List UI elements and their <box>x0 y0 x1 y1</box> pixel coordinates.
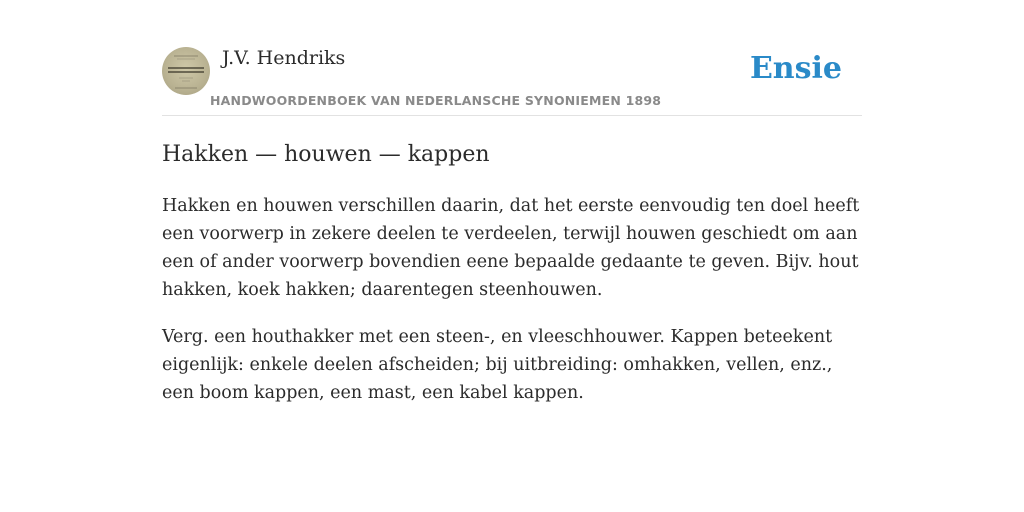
entry-card <box>162 0 862 512</box>
source-title[interactable]: HANDWOORDENBOEK VAN NEDERLANSCHE SYNONIEMEN 1898 <box>210 93 662 108</box>
entry-header <box>162 0 862 116</box>
site-logo[interactable]: Ensie <box>749 51 842 86</box>
entry-paragraph: Verg. een houthakker met een steen-, en vleeschhouwer. Kappen beteekent eigenlijk: enkele deelen afscheiden; bij uitbreiding: omhakken, vellen, enz., een boom kappen, een mast, een kabel kappen. <box>162 327 833 403</box>
entry-body <box>162 192 862 426</box>
entry-title: Hakken — houwen — kappen <box>162 142 490 167</box>
author-name[interactable]: J.V. Hendriks <box>222 47 346 69</box>
book-cover-icon[interactable] <box>162 47 210 95</box>
entry-paragraph: Hakken en houwen verschillen daarin, dat het eerste eenvoudig ten doel heeft een voorwerp in zekere deelen te verdeelen, terwijl houwen geschiedt om aan een of ander voorwerp bovendien eene bepaalde gedaante te geven. Bijv. hout hakken, koek hakken; daarentegen steenhouwen. <box>162 196 860 300</box>
